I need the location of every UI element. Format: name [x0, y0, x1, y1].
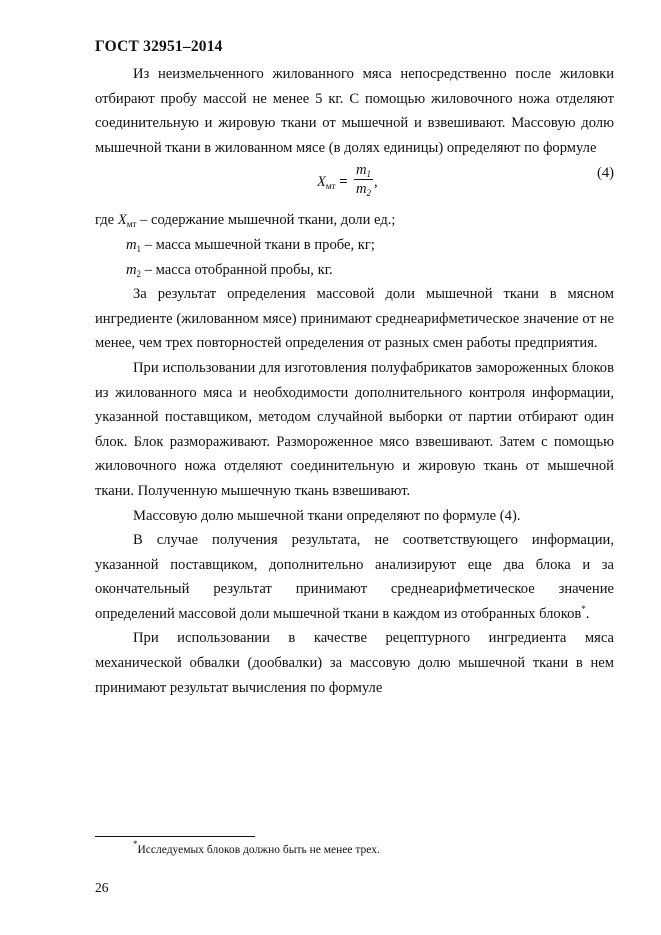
formula-numerator-symbol: m	[356, 162, 367, 179]
paragraph-result-average: За результат определения массовой доли мышечной ткани в мясном ингредиенте (жилованном мясе) принимают среднеарифметическое значение от не менее, чем трех повторностей определения от разных смен работы предприятия.	[95, 286, 614, 352]
formula-denominator	[354, 179, 373, 198]
formula-4	[95, 161, 614, 203]
definition-subscript: 1	[136, 243, 142, 254]
document-body	[95, 62, 614, 700]
footnote-divider	[95, 836, 255, 837]
formula-numerator-subscript: 1	[366, 169, 372, 180]
formula-denominator-subscript: 2	[366, 188, 372, 199]
paragraph-discrepancy	[95, 528, 614, 626]
formula-lhs-symbol: X	[317, 174, 326, 191]
footnote-mark: *	[133, 839, 138, 849]
definition-subscript: мт	[126, 219, 137, 230]
paragraph-formula-reference: Массовую долю мышечной ткани определяют по формуле (4).	[133, 507, 521, 524]
formula-fraction	[354, 161, 373, 198]
paragraph-sample-procedure: Из неизмельченного жилованного мяса непосредственно после жиловки отбирают пробу массой не менее 5 кг. С помощью жиловочного ножа отделяют соединительную и жировую ткани от мышечной и взвешивают. Массовую долю мышечной ткани в жилованном мясе (в долях единицы) определяют по формуле	[95, 66, 614, 156]
formula-lhs	[317, 170, 348, 195]
paragraph-frozen-blocks: При использовании для изготовления полуфабрикатов замороженных блоков из жилованного мяса и необходимости дополнительного контроля информации, указанной поставщиком, методом случайной выборки от партии отбирают один блок. Блок размораживают. Размороженное мясо взвешивают. Затем с помощью жиловочного ножа отделяют соединительную и жировую ткань от мышечной ткани. Полученную мышечную ткань взвешивают.	[95, 359, 614, 499]
definition-text: – масса мышечной ткани в пробе, кг;	[141, 236, 375, 253]
definition-m1	[95, 233, 614, 258]
formula-lhs-subscript: мт	[325, 181, 336, 192]
document-header: ГОСТ 32951–2014	[95, 38, 223, 55]
paragraph-discrepancy-text: В случае получения результата, не соответствующего информации, указанной поставщиком, дополнительно анализируют еще два блока и за окончательный результат принимают среднеарифметическое значение определений массовой доли мышечной ткани в каждом из отобранных блоков	[95, 532, 614, 622]
paragraph-discrepancy-end: .	[585, 605, 590, 622]
page-number: 26	[95, 880, 109, 895]
definition-text: – содержание мышечной ткани, доли ед.;	[136, 212, 396, 229]
definition-subscript: 2	[136, 268, 142, 279]
definition-symbol: X	[117, 212, 127, 229]
formula-comma: ,	[374, 174, 378, 191]
paragraph-mechanical-deboning: При использовании в качестве рецептурного ингредиента мяса механической обвалки (дообвалки) за массовую долю мышечной ткани в нем принимают результат вычисления по формуле	[95, 630, 614, 696]
formula-denominator-symbol: m	[356, 181, 367, 198]
definition-symbol: m	[126, 236, 137, 253]
definition-m2	[95, 258, 614, 283]
formula-number: (4)	[596, 165, 614, 182]
definition-symbol: m	[126, 261, 137, 278]
definition-where-label: где	[95, 212, 118, 229]
definition-text: – масса отобранной пробы, кг.	[141, 261, 333, 278]
footnote-reference-mark: *	[581, 603, 586, 614]
footnote	[133, 839, 380, 856]
variable-definitions	[95, 208, 614, 282]
formula-numerator	[354, 161, 373, 179]
footnote-text: Исследуемых блоков должно быть не менее трех.	[137, 844, 380, 856]
definition-x-mt	[95, 208, 614, 233]
formula-equals: =	[335, 174, 348, 191]
